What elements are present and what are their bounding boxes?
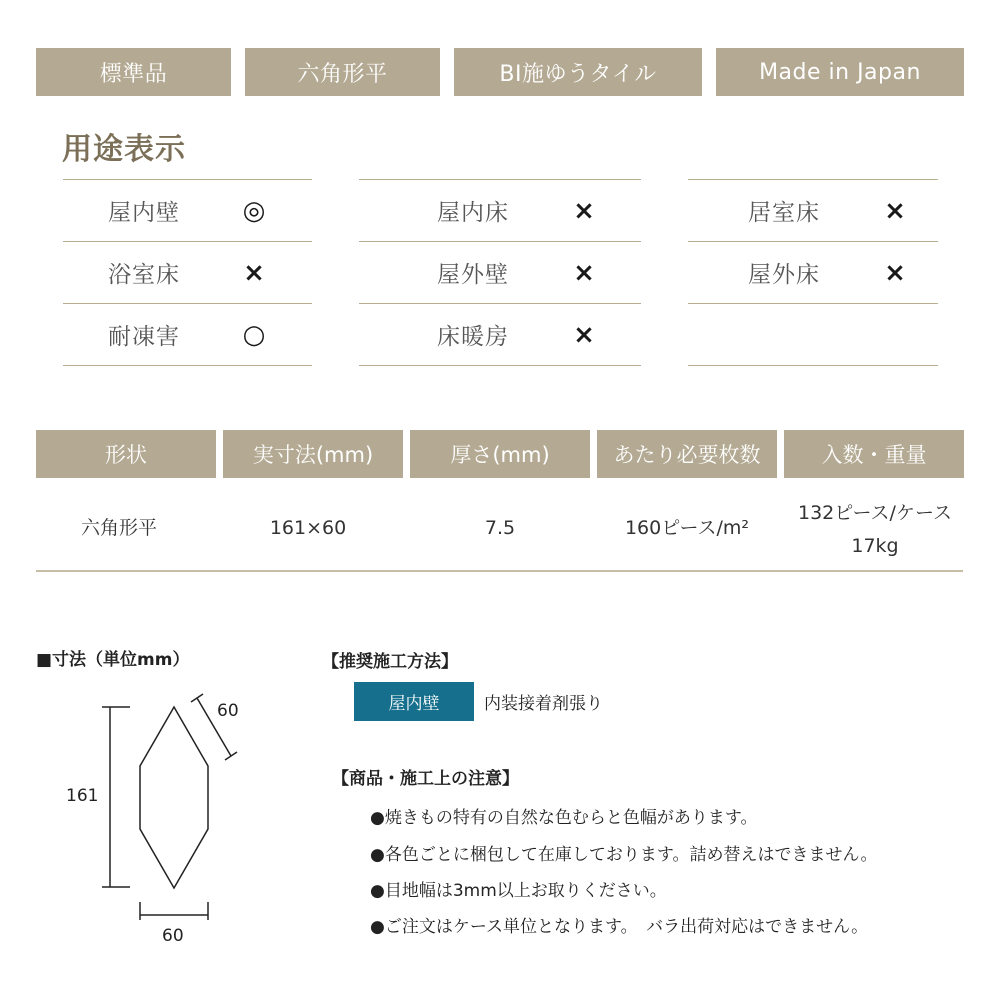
usage-label: 屋内壁 bbox=[108, 200, 180, 226]
usage-item bbox=[63, 241, 312, 303]
edge-dimension-label: 60 bbox=[217, 701, 239, 721]
height-dimension-label: 161 bbox=[66, 786, 99, 806]
hexagon-dimension-diagram bbox=[60, 680, 280, 950]
spec-header-count-weight: 入数・重量 bbox=[784, 430, 964, 478]
dimensions-title: ■寸法（単位mm） bbox=[36, 650, 190, 670]
usage-label: 床暖房 bbox=[437, 324, 509, 350]
spec-cell-size: 161×60 bbox=[269, 517, 347, 540]
cross-icon: × bbox=[573, 195, 595, 226]
spec-header-size: 実寸法(mm) bbox=[223, 430, 403, 478]
usage-item bbox=[63, 303, 312, 366]
method-badge: 屋内壁 bbox=[354, 682, 474, 721]
note-item: ●焼きもの特有の自然な色むらと色幅があります。 bbox=[370, 808, 758, 828]
tag-made-in: Made in Japan bbox=[716, 48, 964, 96]
width-dimension-label: 60 bbox=[162, 926, 184, 946]
edge-dimension-tick-top bbox=[191, 694, 203, 702]
usage-label: 屋外床 bbox=[748, 262, 820, 288]
spec-cell-per-area: 160ピース/m² bbox=[624, 517, 750, 540]
usage-label: 屋内床 bbox=[437, 200, 509, 226]
method-title: 【推奨施工方法】 bbox=[322, 652, 458, 672]
note-item: ●目地幅は3mm以上お取りください。 bbox=[370, 881, 667, 901]
cross-icon: × bbox=[573, 319, 595, 350]
spec-cell-thickness: 7.5 bbox=[484, 517, 516, 540]
spec-cell-count-weight bbox=[770, 492, 980, 568]
spec-count: 132ピース/ケース bbox=[797, 501, 952, 524]
usage-item-empty bbox=[688, 303, 938, 366]
double-circle-icon: ◎ bbox=[242, 195, 266, 226]
cross-icon: × bbox=[573, 257, 595, 288]
notes-title: 【商品・施工上の注意】 bbox=[332, 769, 519, 789]
usage-column-3 bbox=[688, 179, 938, 366]
spec-header-per-area: あたり必要枚数 bbox=[597, 430, 777, 478]
spec-header-thickness: 厚さ(mm) bbox=[410, 430, 590, 478]
tag-glaze: BI施ゆうタイル bbox=[454, 48, 702, 96]
cross-icon: × bbox=[884, 257, 906, 288]
usage-item bbox=[688, 179, 938, 241]
spec-bottom-rule bbox=[36, 570, 963, 572]
usage-item bbox=[688, 241, 938, 303]
usage-item bbox=[359, 179, 641, 241]
usage-label: 屋外壁 bbox=[437, 262, 509, 288]
spec-cell-shape: 六角形平 bbox=[80, 517, 157, 540]
usage-item bbox=[359, 241, 641, 303]
usage-label: 浴室床 bbox=[108, 262, 180, 288]
tag-standard: 標準品 bbox=[36, 48, 231, 96]
note-item: ●各色ごとに梱包して在庫しております。詰め替えはできません。 bbox=[370, 845, 878, 865]
note-item: ●ご注文はケース単位となります。 バラ出荷対応はできません。 bbox=[370, 917, 869, 937]
usage-column-1 bbox=[63, 179, 312, 366]
spec-header-shape: 形状 bbox=[36, 430, 216, 478]
cross-icon: × bbox=[884, 195, 906, 226]
usage-item bbox=[359, 303, 641, 366]
edge-dimension-tick-bottom bbox=[225, 752, 237, 760]
usage-label: 居室床 bbox=[748, 200, 820, 226]
usage-item bbox=[63, 179, 312, 241]
circle-icon: ○ bbox=[242, 319, 266, 350]
method-text: 内装接着剤張り bbox=[484, 694, 603, 714]
cross-icon: × bbox=[243, 257, 265, 288]
usage-title: 用途表示 bbox=[62, 132, 186, 167]
usage-label: 耐凍害 bbox=[108, 324, 180, 350]
hexagon-tile-outline bbox=[140, 707, 208, 888]
usage-column-2 bbox=[359, 179, 641, 366]
tag-shape: 六角形平 bbox=[245, 48, 440, 96]
spec-weight: 17kg bbox=[851, 535, 899, 557]
